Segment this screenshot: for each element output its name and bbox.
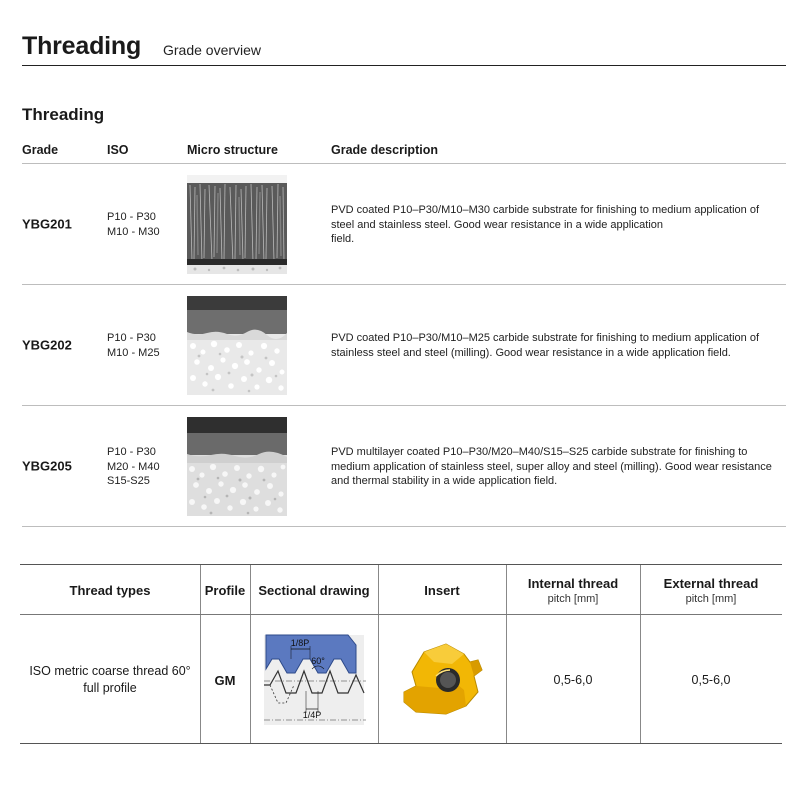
iso-range: M20 - M40: [107, 460, 160, 473]
grade-name: YBG205: [22, 458, 72, 474]
micro-structure-image: [187, 417, 287, 516]
column-header-sectional-drawing: Sectional drawing: [258, 582, 370, 598]
internal-pitch-cell: 0,5-6,0: [553, 673, 593, 687]
grade-iso: [107, 445, 160, 489]
grade-description: [331, 203, 781, 247]
external-thread-unit: pitch [mm]: [685, 592, 737, 605]
column-header-micro-structure: Micro structure: [187, 143, 278, 157]
column-header-iso: ISO: [107, 143, 129, 157]
page-title: Threading: [22, 32, 142, 60]
profile-cell: GM: [214, 672, 236, 688]
description-line: stainless steel and steel (milling). Good wear resistance in a wide application field.: [331, 346, 731, 359]
external-thread-label: External thread: [663, 575, 759, 591]
grade-iso: [107, 210, 160, 239]
description-line: field.: [331, 233, 355, 245]
column-header-insert: Insert: [424, 582, 460, 598]
grade-iso: [107, 331, 160, 360]
micro-structure-ybg201: [187, 175, 287, 274]
drawing-label-bottom: 1/4P: [302, 710, 322, 720]
insert-cell: [378, 616, 506, 744]
grade-row-ybg205: [22, 406, 786, 527]
section-title: Threading: [22, 105, 105, 124]
description-line: PVD coated P10–P30/M10–M30 carbide substrate for finishing to medium application of: [331, 204, 760, 216]
grade-row-ybg202: [22, 285, 786, 406]
grade-description: [331, 445, 781, 489]
thread-types-table: [20, 564, 782, 744]
column-header-grade-description: Grade description: [331, 143, 438, 157]
thread-insert-image: [394, 640, 490, 720]
iso-range: S15-S25: [107, 475, 150, 487]
column-header-grade: Grade: [22, 143, 59, 157]
description-line: PVD multilayer coated P10–P30/M20–M40/S15–S25 carbide substrate for finishing to: [331, 446, 748, 458]
iso-range: P10 - P30: [107, 332, 156, 344]
grade-name: YBG202: [22, 337, 72, 353]
description-line: PVD coated P10–P30/M10–M25 carbide substrate for finishing to medium application of: [331, 332, 760, 344]
micro-structure-ybg202: [187, 296, 287, 395]
description-line: and thermal stability in a wide application field.: [331, 475, 558, 487]
grade-description: [331, 331, 781, 360]
sectional-drawing-cell: [250, 616, 378, 744]
description-line: steel and stainless steel. Good wear resistance in a wide application: [331, 218, 664, 231]
drawing-label-angle: 60°: [311, 656, 325, 666]
micro-structure-image: [187, 296, 287, 395]
internal-thread-unit: pitch [mm]: [547, 592, 599, 605]
internal-thread-label: Internal thread: [527, 575, 619, 591]
sectional-drawing: [256, 629, 372, 731]
micro-structure-ybg205: [187, 417, 287, 516]
grade-table: [22, 140, 786, 527]
thread-type-line: full profile: [83, 681, 137, 695]
thread-type-line: ISO metric coarse thread 60°: [29, 664, 191, 678]
page-subtitle: Grade overview: [163, 42, 262, 58]
iso-range: M10 - M25: [107, 346, 160, 359]
grade-row-ybg201: [22, 164, 786, 285]
column-header-external-thread: [640, 565, 782, 615]
iso-range: P10 - P30: [107, 211, 156, 223]
grade-table-header: [22, 140, 786, 164]
drawing-label-top: 1/8P: [290, 638, 310, 648]
thread-type-cell: [20, 616, 200, 744]
iso-range: M10 - M30: [107, 225, 160, 238]
iso-range: P10 - P30: [107, 446, 156, 458]
external-pitch-cell: 0,5-6,0: [691, 673, 731, 687]
column-header-thread-types: Thread types: [69, 582, 151, 598]
column-header-profile: Profile: [204, 582, 246, 598]
grade-name: YBG201: [22, 216, 72, 232]
micro-structure-image: [187, 175, 287, 274]
page-header: [22, 30, 786, 66]
description-line: medium application of stainless steel, super alloy and steel (milling). Good wear resistance: [331, 460, 772, 473]
column-header-internal-thread: [506, 565, 640, 615]
